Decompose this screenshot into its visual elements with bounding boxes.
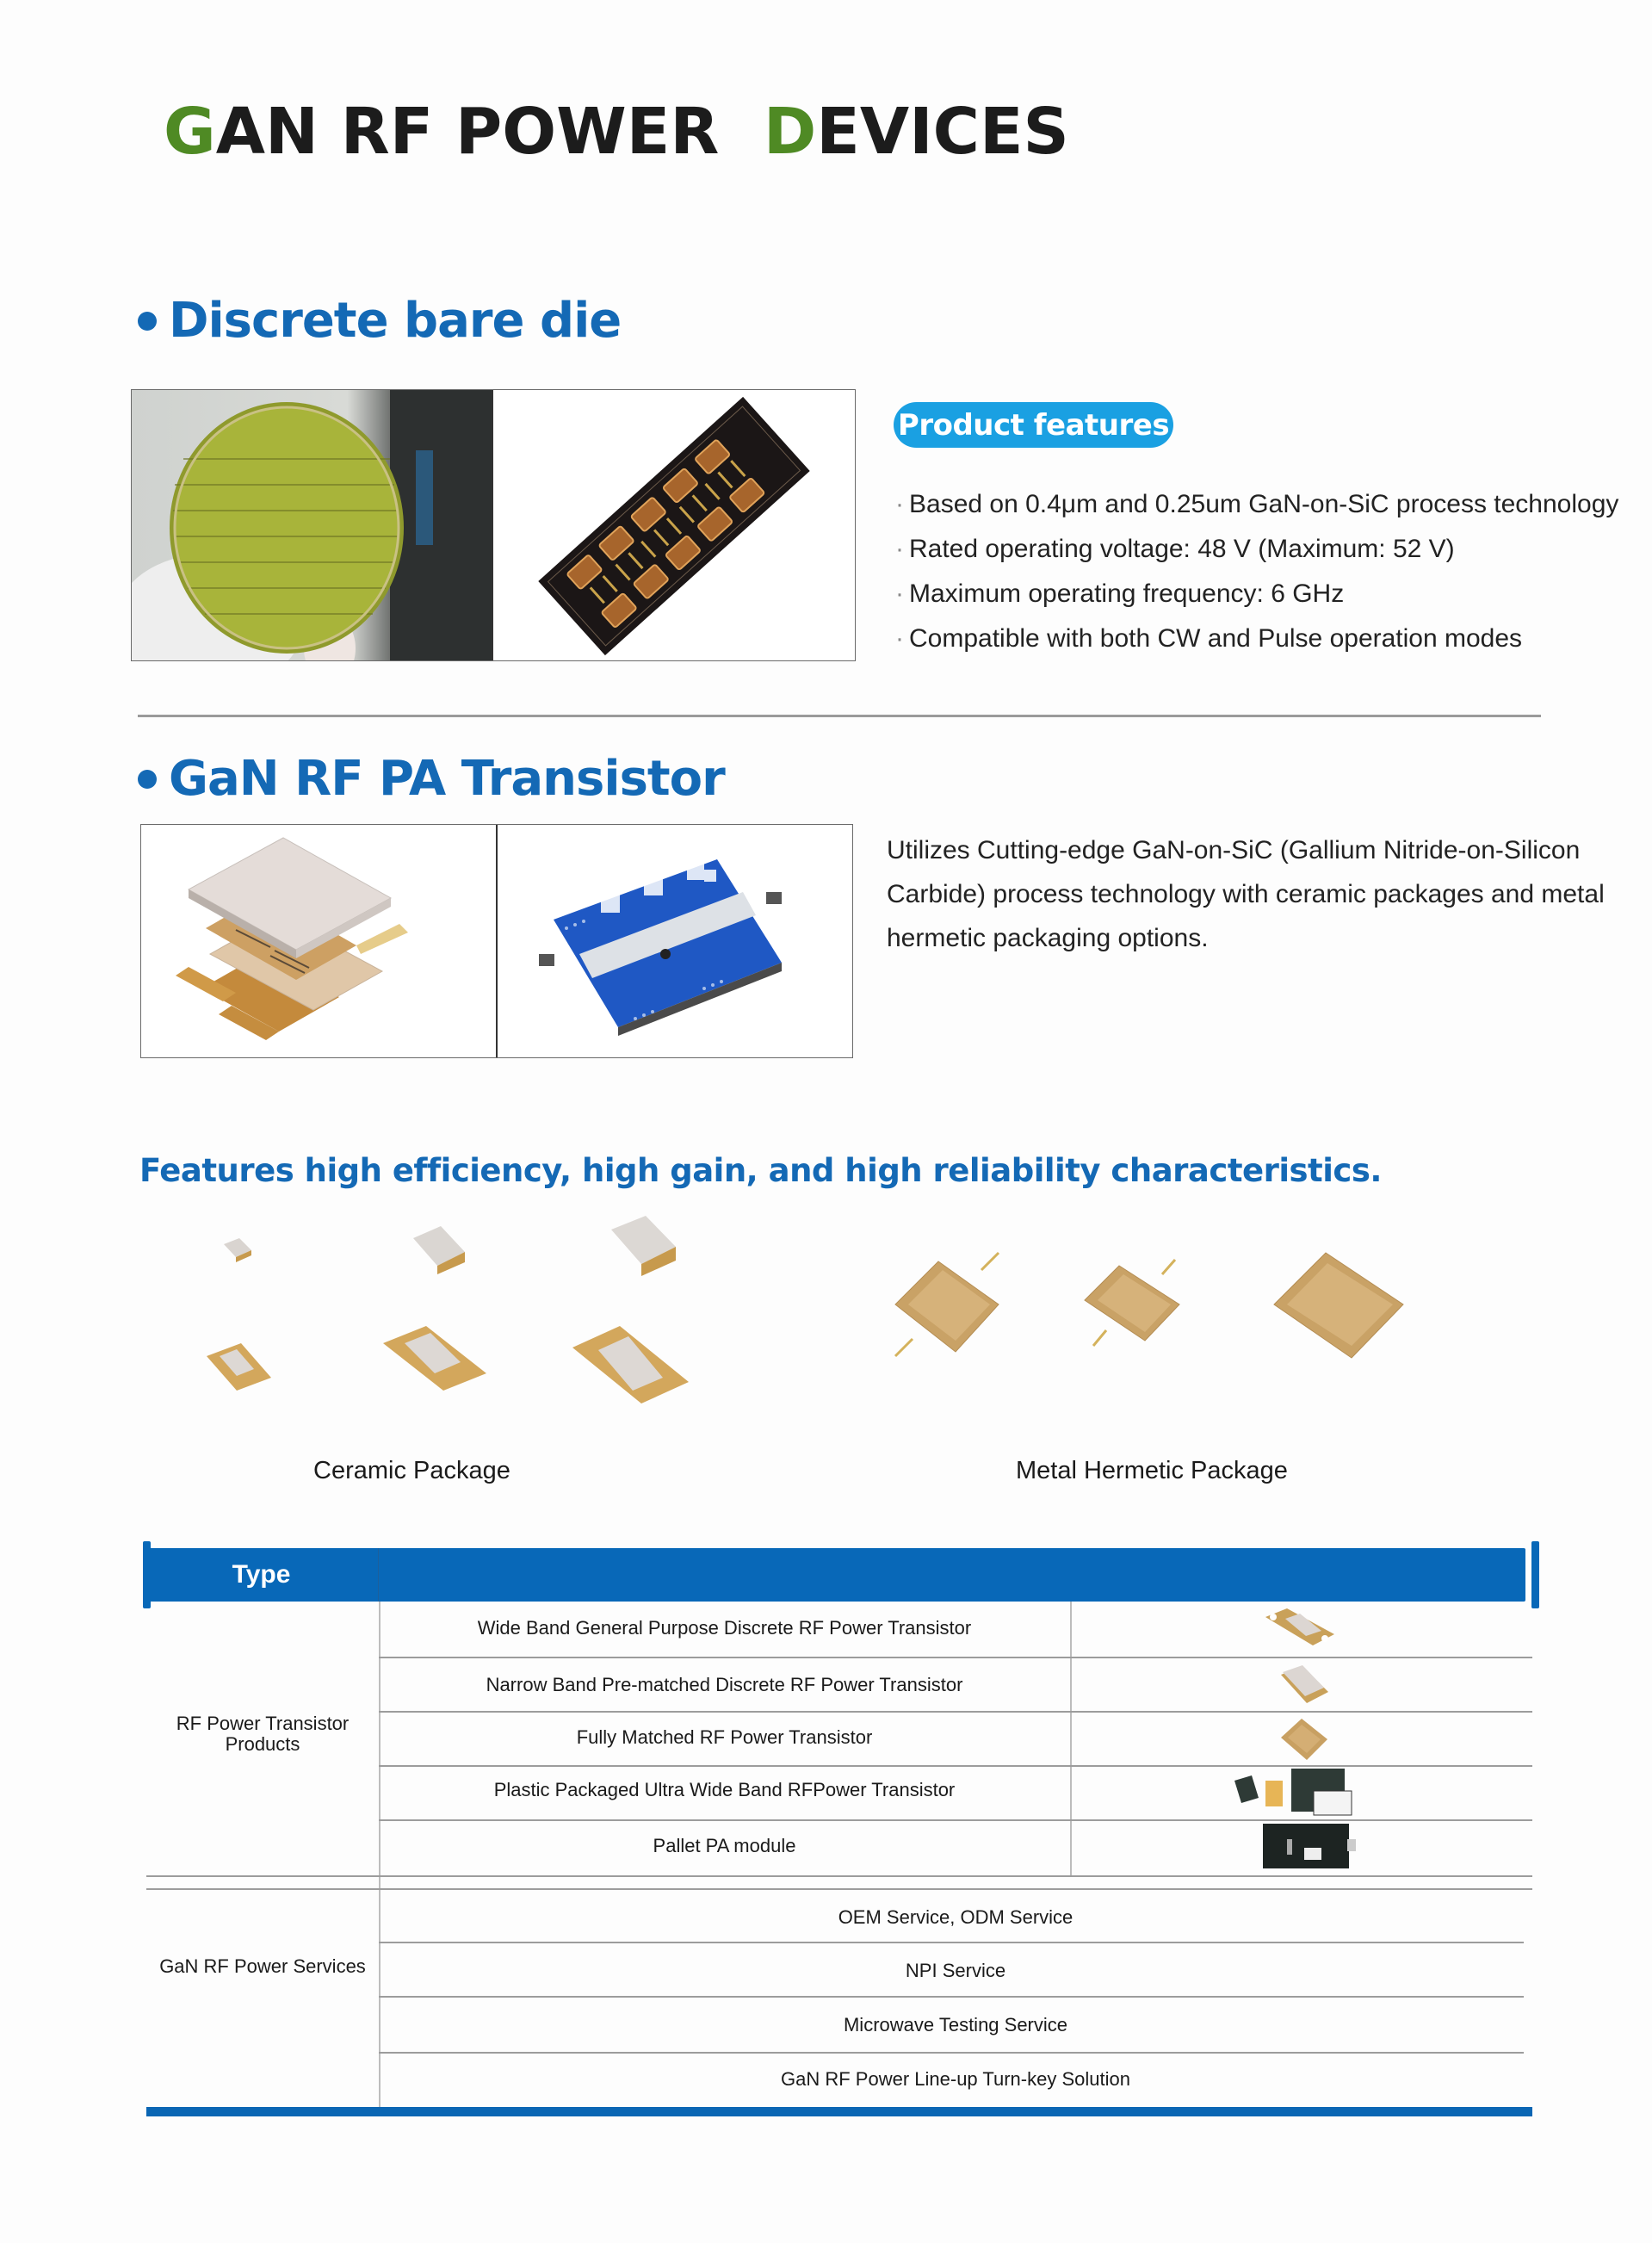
ceramic-package-label: Ceramic Package — [313, 1457, 510, 1484]
feature-item: · Based on 0.4μm and 0.25um GaN-on-SiC process technology — [895, 482, 1618, 527]
exploded-package-render — [141, 825, 496, 1057]
row-divider — [379, 1942, 1524, 1943]
table-col-divider-image — [1070, 1602, 1072, 1875]
pa-transistor-description: Utilizes Cutting-edge GaN-on-SiC (Gallium Nitride-on-Silicon Carbide) process technology with ceramic packages and metal hermetic packaging options. — [887, 836, 1605, 952]
row-divider — [379, 1657, 1532, 1658]
ceramic-transistor — [1272, 1662, 1333, 1709]
bullet-icon — [138, 770, 157, 789]
metal-hermetic-package-images — [887, 1244, 1446, 1391]
page-title — [164, 95, 1069, 169]
title-accent-d: D — [763, 95, 817, 169]
ceramic-package-images — [207, 1214, 723, 1421]
service-row-name: OEM Service, ODM Service — [838, 1906, 1073, 1928]
row-divider — [379, 1996, 1524, 1998]
product-features-badge: Product features — [894, 402, 1173, 448]
flanged-ceramic-transistor — [1261, 1607, 1339, 1650]
service-row-name: NPI Service — [905, 1960, 1006, 1981]
pallet-pcb-render — [496, 825, 852, 1057]
table-header — [145, 1548, 1525, 1602]
gan-wafer-photo — [132, 390, 492, 660]
table-footer-bar — [146, 2107, 1532, 2116]
section-heading-discrete — [138, 293, 621, 349]
metal-hermetic-transistor — [1274, 1713, 1334, 1763]
section-heading-pa-transistor-text: GaN RF PA Transistor — [169, 751, 725, 807]
pallet-pa-board — [1261, 1822, 1356, 1870]
table-row-name: Wide Band General Purpose Discrete RF Power Transistor — [477, 1617, 972, 1639]
row-divider — [379, 2052, 1524, 2054]
table-row-name: Fully Matched RF Power Transistor — [576, 1726, 873, 1748]
group-divider — [146, 1875, 1532, 1877]
section-heading-pa-transistor — [138, 751, 725, 807]
title-text-1: AN RF POWER — [215, 95, 764, 169]
table-row-name: Narrow Band Pre-matched Discrete RF Power Transistor — [486, 1674, 963, 1695]
section-divider — [138, 715, 1541, 717]
service-row-name: Microwave Testing Service — [843, 2014, 1068, 2035]
table-row-name: Plastic Packaged Ultra Wide Band RFPower Transistor — [493, 1779, 956, 1800]
service-row-name: GaN RF Power Line-up Turn-key Solution — [781, 2068, 1130, 2090]
row-divider — [379, 1819, 1532, 1821]
feature-item: · Maximum operating frequency: 6 GHz — [895, 572, 1618, 617]
bare-die-chip-photo — [492, 390, 855, 660]
group-divider — [146, 1888, 1532, 1890]
row-divider — [379, 1711, 1532, 1713]
plastic-qfn-package — [1231, 1765, 1369, 1817]
title-text-2: EVICES — [816, 95, 1069, 169]
feature-item: · Compatible with both CW and Pulse operation modes — [895, 617, 1618, 661]
table-header-right-cap — [1531, 1541, 1539, 1608]
product-features-list — [895, 482, 1618, 661]
title-accent-g: G — [164, 95, 216, 169]
features-tagline: Features high efficiency, high gain, and high reliability characteristics. — [139, 1152, 1382, 1189]
feature-item: · Rated operating voltage: 48 V (Maximum: 52 V) — [895, 527, 1618, 572]
bullet-icon — [138, 312, 157, 331]
discrete-image-frame — [131, 389, 856, 661]
section-heading-discrete-text: Discrete bare die — [169, 293, 622, 349]
group-label-services: GaN RF Power Services — [159, 1955, 366, 1977]
group-label-rf-transistors: RF Power Transistor Products — [176, 1713, 350, 1755]
table-header-type: Type — [145, 1548, 379, 1602]
pa-image-frame — [140, 824, 853, 1058]
metal-hermetic-package-label: Metal Hermetic Package — [1016, 1457, 1288, 1484]
table-row-name: Pallet PA module — [653, 1835, 796, 1856]
